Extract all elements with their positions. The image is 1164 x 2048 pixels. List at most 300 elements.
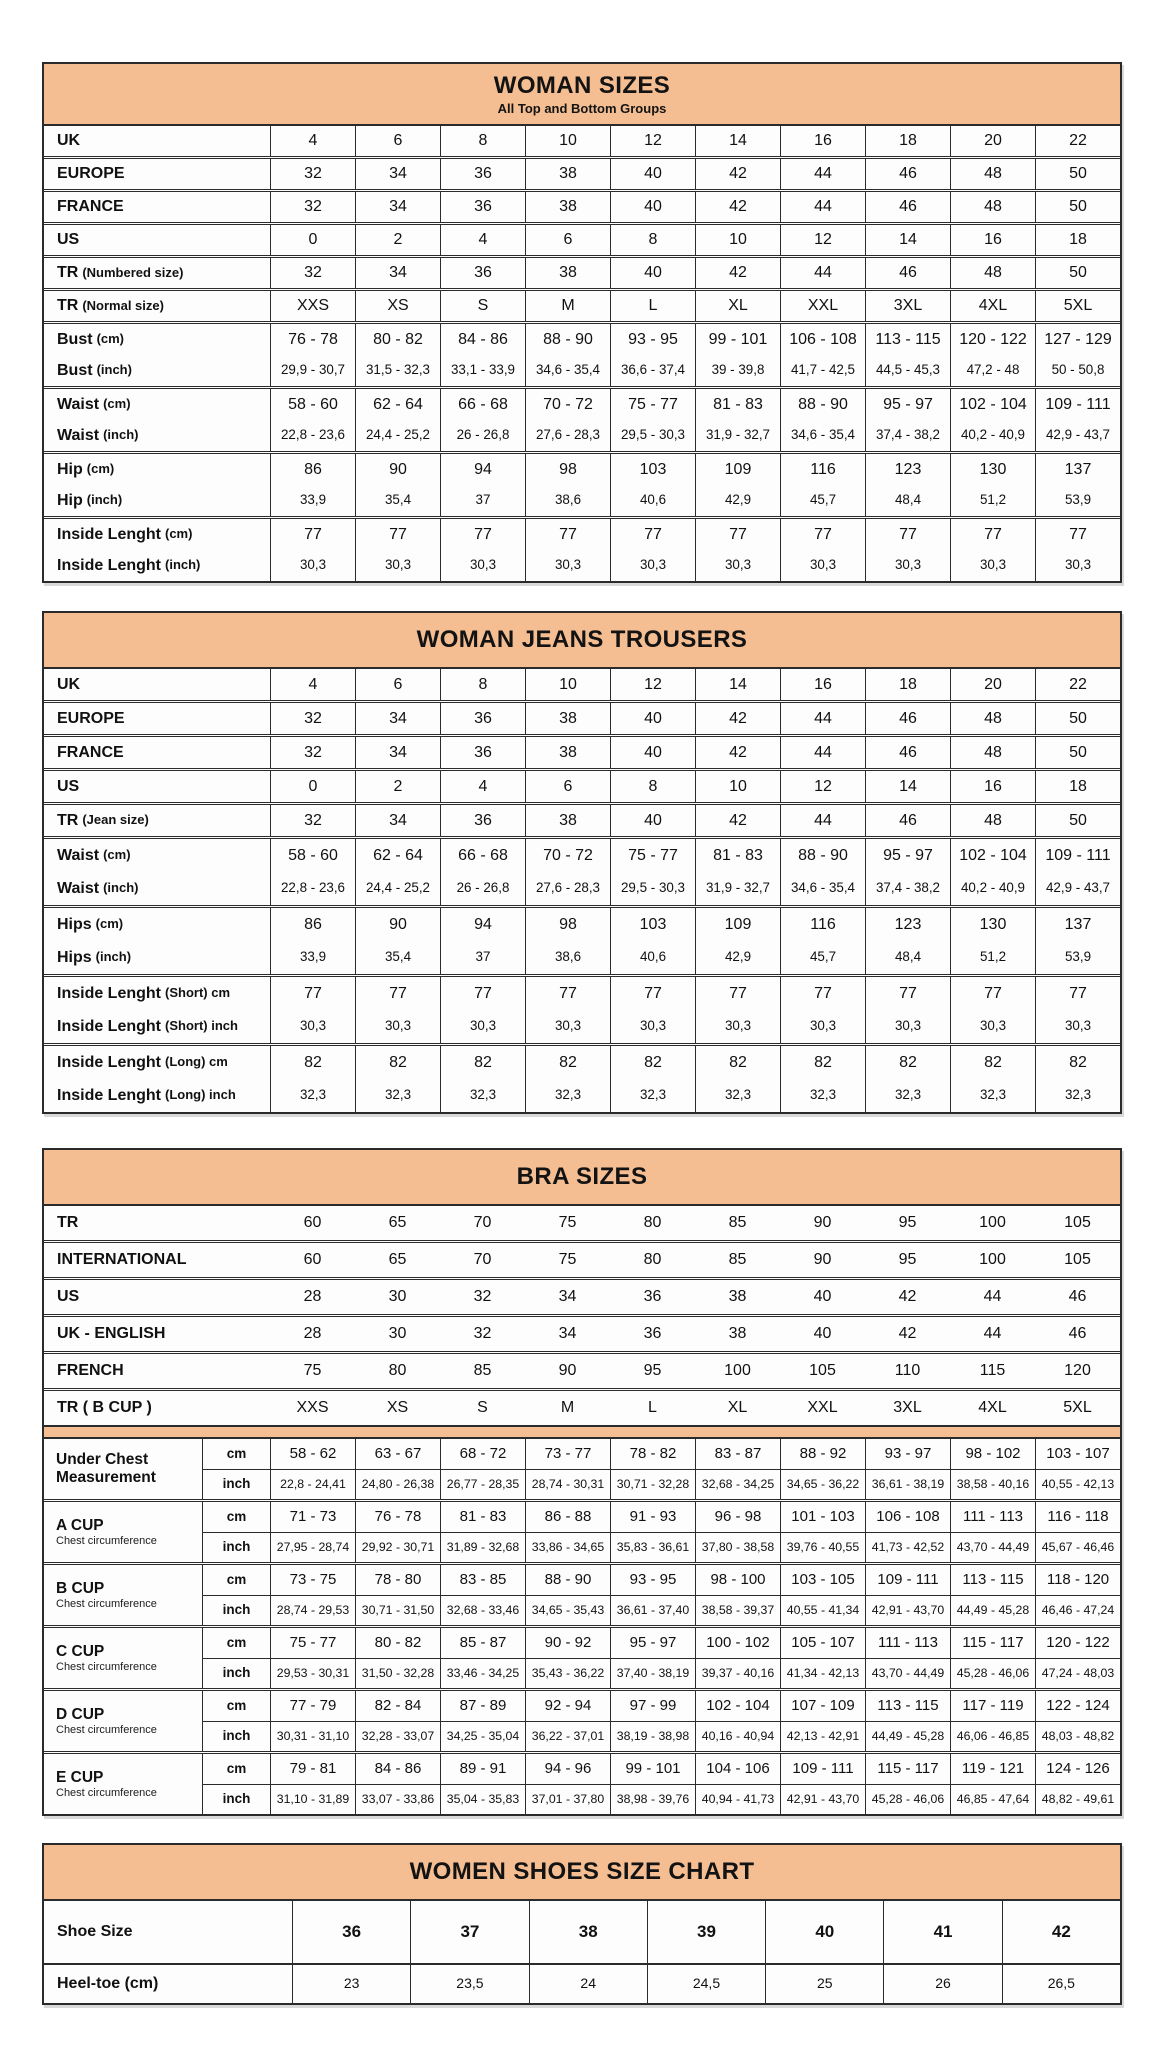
- value-cell: 38: [525, 192, 610, 222]
- value-cell: 38,58 - 40,16: [950, 1469, 1035, 1499]
- value-cell: 36: [440, 703, 525, 734]
- value-cell: 40: [813, 1325, 832, 1343]
- value-cell: 28: [303, 1288, 322, 1306]
- cup-label-main: A CUP: [56, 1516, 104, 1534]
- value-cell: 89 - 91: [440, 1754, 525, 1784]
- value-cell: 42: [898, 1325, 917, 1343]
- value-cell: 33,1 - 33,9: [440, 355, 525, 386]
- value-cell: 24,4 - 25,2: [355, 420, 440, 451]
- value-cell: 50: [1035, 737, 1120, 768]
- row-label-main: Hip: [57, 491, 83, 509]
- table-row-group: [44, 126, 1120, 156]
- value-cell: 18: [1035, 225, 1120, 255]
- value-cell: XXL: [780, 291, 865, 321]
- value-cell: 94: [440, 908, 525, 941]
- value-cell: 6: [525, 771, 610, 802]
- row-label: [44, 324, 270, 355]
- value-cell: 115 - 117: [865, 1754, 950, 1784]
- value-cell: 36,61 - 38,19: [865, 1469, 950, 1499]
- value-cell: 43,70 - 44,49: [950, 1532, 1035, 1562]
- value-cell: 48: [950, 703, 1035, 734]
- value-cell: 42,91 - 43,70: [780, 1784, 865, 1814]
- value-cell: 88 - 92: [780, 1439, 865, 1469]
- row-label-main: Hips: [57, 948, 92, 966]
- value-cell: 46: [1068, 1288, 1087, 1306]
- value-cell: 82: [525, 1046, 610, 1079]
- value-cell: 32,68 - 34,25: [695, 1469, 780, 1499]
- value-cell: 77: [440, 977, 525, 1010]
- row-label-paren: (cm): [103, 396, 131, 412]
- table-row-group: [44, 189, 1120, 222]
- value-cell: 65: [388, 1214, 407, 1232]
- value-cell: 36,61 - 37,40: [610, 1595, 695, 1625]
- row-label-main: Waist: [57, 426, 100, 444]
- value-cell: 39: [647, 1901, 765, 1963]
- row-label: [44, 805, 270, 836]
- value-cell: 10: [525, 669, 610, 700]
- value-cell: 137: [1035, 454, 1120, 485]
- cup-label-sub: Chest circumference: [56, 1724, 157, 1737]
- value-cell: 32,3: [525, 1079, 610, 1112]
- value-cell: 76 - 78: [355, 1502, 440, 1532]
- row-label: FRENCH: [57, 1362, 124, 1380]
- value-cell: 42: [695, 737, 780, 768]
- row-label: UK: [57, 675, 81, 693]
- value-cell: 2: [355, 225, 440, 255]
- value-cell: 12: [780, 771, 865, 802]
- value-cell: 104 - 106: [695, 1754, 780, 1784]
- value-cell: 50 - 50,8: [1035, 355, 1120, 386]
- table-row-group: [44, 669, 1120, 700]
- value-cell: 47,2 - 48: [950, 355, 1035, 386]
- value-cell: 96 - 98: [695, 1502, 780, 1532]
- value-cell: 30,3: [865, 1010, 950, 1043]
- value-cell: 82: [610, 1046, 695, 1079]
- value-cell: 44: [780, 703, 865, 734]
- value-cell: 14: [865, 771, 950, 802]
- value-cell: 99 - 101: [695, 324, 780, 355]
- value-cell: 35,4: [355, 485, 440, 516]
- value-cell: 22,8 - 23,6: [270, 872, 355, 905]
- cup-label: [44, 1628, 202, 1688]
- value-cell: 10: [695, 225, 780, 255]
- value-cell: 40: [610, 737, 695, 768]
- row-label-main: Bust: [57, 361, 93, 379]
- value-cell: 26,5: [1002, 1965, 1120, 2003]
- value-cell: 40: [765, 1901, 883, 1963]
- row-label: [44, 389, 270, 420]
- value-cell: 6: [525, 225, 610, 255]
- value-cell: 94: [440, 454, 525, 485]
- row-label-main: Hip: [57, 460, 83, 478]
- value-cell: 30,3: [1035, 1010, 1120, 1043]
- value-cell: 26,77 - 28,35: [440, 1469, 525, 1499]
- value-cell: 32,3: [1035, 1079, 1120, 1112]
- row-label-paren: (cm): [103, 847, 131, 863]
- value-cell: 105 - 107: [780, 1628, 865, 1658]
- row-label: EUROPE: [57, 709, 125, 727]
- value-cell: 84 - 86: [440, 324, 525, 355]
- value-cell: 4: [270, 126, 355, 156]
- value-cell: 124 - 126: [1035, 1754, 1120, 1784]
- value-cell: 42: [695, 703, 780, 734]
- value-cell: 78 - 80: [355, 1565, 440, 1595]
- value-cell: 58 - 62: [270, 1439, 355, 1469]
- row-label: US: [57, 1288, 80, 1306]
- value-cell: 51,2: [950, 485, 1035, 516]
- row-label: [44, 1010, 270, 1043]
- value-cell: 48,4: [865, 941, 950, 974]
- row-label: UK: [57, 132, 81, 150]
- row-label-main: Inside Lenght: [57, 556, 161, 574]
- bra-cup-group: [44, 1562, 1120, 1625]
- woman-jeans-body: [44, 669, 1120, 1112]
- value-cell: 36: [440, 805, 525, 836]
- cup-label: [44, 1502, 202, 1562]
- value-cell: 5XL: [1035, 291, 1120, 321]
- value-cell: 40,94 - 41,73: [695, 1784, 780, 1814]
- value-cell: 86: [270, 908, 355, 941]
- value-cell: 34,25 - 35,04: [440, 1721, 525, 1751]
- value-cell: 10: [695, 771, 780, 802]
- value-cell: 3XL: [865, 291, 950, 321]
- value-cell: S: [477, 1399, 488, 1417]
- value-cell: 41,34 - 42,13: [780, 1658, 865, 1688]
- value-cell: 12: [780, 225, 865, 255]
- value-cell: 8: [440, 669, 525, 700]
- value-cell: 30,3: [950, 1010, 1035, 1043]
- value-cell: 109: [695, 454, 780, 485]
- row-label: [44, 291, 270, 321]
- value-cell: 46: [865, 258, 950, 288]
- value-cell: 48: [950, 737, 1035, 768]
- value-cell: 87 - 89: [440, 1691, 525, 1721]
- value-cell: 95: [898, 1251, 917, 1269]
- shoes-table: [42, 1843, 1122, 2005]
- row-label-paren: (Jean size): [82, 812, 149, 828]
- value-cell: 73 - 77: [525, 1439, 610, 1469]
- cup-label: [44, 1754, 202, 1814]
- value-cell: 70 - 72: [525, 389, 610, 420]
- value-cell: 81 - 83: [695, 389, 780, 420]
- value-cell: 105: [1064, 1251, 1091, 1269]
- value-cell: 102 - 104: [950, 389, 1035, 420]
- value-cell: 0: [270, 225, 355, 255]
- value-cell: 83 - 85: [440, 1565, 525, 1595]
- row-label-paren: (Short) cm: [165, 985, 230, 1001]
- row-label: [44, 550, 270, 581]
- value-cell: 30,3: [440, 550, 525, 581]
- value-cell: 93 - 95: [610, 1565, 695, 1595]
- value-cell: 48: [950, 258, 1035, 288]
- value-cell: 44: [983, 1288, 1002, 1306]
- value-cell: 8: [440, 126, 525, 156]
- value-cell: 82: [440, 1046, 525, 1079]
- value-cell: 37,01 - 37,80: [525, 1784, 610, 1814]
- value-cell: 42,9 - 43,7: [1035, 872, 1120, 905]
- row-label-paren: (Long) inch: [165, 1087, 236, 1103]
- value-cell: M: [560, 1399, 575, 1417]
- cup-label: [44, 1439, 202, 1499]
- value-cell: 38,58 - 39,37: [695, 1595, 780, 1625]
- value-cell: 75 - 77: [610, 389, 695, 420]
- value-cell: 40,6: [610, 941, 695, 974]
- value-cell: 98 - 102: [950, 1439, 1035, 1469]
- value-cell: 40,55 - 42,13: [1035, 1469, 1120, 1499]
- value-cell: 39,76 - 40,55: [780, 1532, 865, 1562]
- cup-label-sub: Chest circumference: [56, 1661, 157, 1674]
- value-cell: 24,4 - 25,2: [355, 872, 440, 905]
- value-cell: 31,10 - 31,89: [270, 1784, 355, 1814]
- value-cell: 50: [1035, 805, 1120, 836]
- value-cell: 33,9: [270, 485, 355, 516]
- value-cell: 116 - 118: [1035, 1502, 1120, 1532]
- value-cell: 77: [355, 519, 440, 550]
- value-cell: 90: [355, 454, 440, 485]
- value-cell: 130: [950, 454, 1035, 485]
- value-cell: 85: [728, 1214, 747, 1232]
- value-cell: 40,6: [610, 485, 695, 516]
- value-cell: 75: [558, 1251, 577, 1269]
- value-cell: 80 - 82: [355, 324, 440, 355]
- row-label: TR: [57, 1214, 79, 1232]
- value-cell: 110: [894, 1362, 921, 1380]
- value-cell: 26 - 26,8: [440, 420, 525, 451]
- value-cell: 22: [1035, 126, 1120, 156]
- value-cell: 30,3: [780, 550, 865, 581]
- value-cell: 92 - 94: [525, 1691, 610, 1721]
- value-cell: 32,3: [695, 1079, 780, 1112]
- row-label: INTERNATIONAL: [57, 1251, 187, 1269]
- value-cell: 31,9 - 32,7: [695, 872, 780, 905]
- value-cell: 30,3: [270, 550, 355, 581]
- row-label: [44, 977, 270, 1010]
- cup-label-main: E CUP: [56, 1768, 104, 1786]
- value-cell: 127 - 129: [1035, 324, 1120, 355]
- value-cell: 46: [865, 159, 950, 189]
- shoes-body: [44, 1901, 1120, 2003]
- value-cell: 80: [388, 1362, 407, 1380]
- value-cell: 111 - 113: [865, 1628, 950, 1658]
- value-cell: 46,46 - 47,24: [1035, 1595, 1120, 1625]
- value-cell: 100: [724, 1362, 751, 1380]
- value-cell: 36: [643, 1325, 662, 1343]
- value-cell: 34: [355, 258, 440, 288]
- value-cell: 42,9: [695, 485, 780, 516]
- value-cell: 113 - 115: [865, 1691, 950, 1721]
- row-label: TR ( B CUP ): [57, 1399, 152, 1417]
- row-label-main: Waist: [57, 879, 100, 897]
- value-cell: 23: [292, 1965, 410, 2003]
- value-cell: 50: [1035, 258, 1120, 288]
- value-cell: 20: [950, 669, 1035, 700]
- value-cell: 27,6 - 28,3: [525, 872, 610, 905]
- value-cell: 46,85 - 47,64: [950, 1784, 1035, 1814]
- value-cell: 29,92 - 30,71: [355, 1532, 440, 1562]
- value-cell: 28: [303, 1325, 322, 1343]
- cup-label-main: Under Chest Measurement: [56, 1451, 156, 1486]
- table-row-group: [44, 905, 1120, 974]
- value-cell: 77: [780, 519, 865, 550]
- value-cell: 37,40 - 38,19: [610, 1658, 695, 1688]
- value-cell: 33,9: [270, 941, 355, 974]
- woman-sizes-header: [44, 64, 1120, 126]
- value-cell: 34,6 - 35,4: [780, 420, 865, 451]
- value-cell: 36: [440, 192, 525, 222]
- value-cell: XXS: [270, 291, 355, 321]
- row-label: [44, 258, 270, 288]
- value-cell: L: [648, 1399, 657, 1417]
- row-label: US: [57, 777, 80, 795]
- value-cell: 28,74 - 29,53: [270, 1595, 355, 1625]
- row-label-paren: (inch): [165, 557, 201, 573]
- table-row-group: [44, 1043, 1120, 1112]
- table-row-group: [44, 734, 1120, 768]
- value-cell: 38,6: [525, 485, 610, 516]
- cup-label-main: C CUP: [56, 1642, 105, 1660]
- value-cell: 95: [898, 1214, 917, 1232]
- value-cell: 75 - 77: [610, 839, 695, 872]
- value-cell: 32: [270, 159, 355, 189]
- cup-label-sub: Chest circumference: [56, 1787, 157, 1800]
- value-cell: 34,65 - 35,43: [525, 1595, 610, 1625]
- value-cell: 38: [525, 805, 610, 836]
- value-cell: 38,19 - 38,98: [610, 1721, 695, 1751]
- value-cell: 77: [865, 519, 950, 550]
- value-cell: 36: [440, 258, 525, 288]
- row-label: Heel-toe (cm): [57, 1975, 159, 1993]
- value-cell: 4XL: [978, 1399, 1007, 1417]
- row-label-paren: (inch): [86, 492, 123, 508]
- table-row-group: [44, 255, 1120, 288]
- value-cell: 33,07 - 33,86: [355, 1784, 440, 1814]
- row-label-main: Bust: [57, 330, 93, 348]
- value-cell: 82: [695, 1046, 780, 1079]
- value-cell: 109 - 111: [865, 1565, 950, 1595]
- unit-label-cm: cm: [202, 1439, 270, 1469]
- value-cell: 70: [473, 1214, 492, 1232]
- value-cell: 35,83 - 36,61: [610, 1532, 695, 1562]
- row-label: Shoe Size: [57, 1923, 133, 1941]
- value-cell: 34,6 - 35,4: [525, 355, 610, 386]
- value-cell: 31,89 - 32,68: [440, 1532, 525, 1562]
- value-cell: 31,9 - 32,7: [695, 420, 780, 451]
- value-cell: 33,86 - 34,65: [525, 1532, 610, 1562]
- value-cell: 32: [473, 1325, 492, 1343]
- value-cell: 46: [865, 805, 950, 836]
- value-cell: 119 - 121: [950, 1754, 1035, 1784]
- value-cell: 38: [525, 258, 610, 288]
- bra-cup-group: [44, 1499, 1120, 1562]
- row-label-paren: (inch): [95, 949, 132, 965]
- cup-label: [44, 1565, 202, 1625]
- value-cell: 75 - 77: [270, 1628, 355, 1658]
- value-cell: 38,6: [525, 941, 610, 974]
- value-cell: 37: [440, 941, 525, 974]
- value-cell: 32,3: [270, 1079, 355, 1112]
- value-cell: 12: [610, 669, 695, 700]
- value-cell: 48: [950, 159, 1035, 189]
- value-cell: 35,4: [355, 941, 440, 974]
- value-cell: 115 - 117: [950, 1628, 1035, 1658]
- value-cell: 36: [292, 1901, 410, 1963]
- table-row-group: [44, 768, 1120, 802]
- row-label: [44, 908, 270, 941]
- value-cell: 40: [813, 1288, 832, 1306]
- value-cell: 70: [473, 1251, 492, 1269]
- value-cell: 36: [440, 159, 525, 189]
- value-cell: 14: [695, 126, 780, 156]
- value-cell: 34: [355, 805, 440, 836]
- value-cell: 32: [270, 703, 355, 734]
- value-cell: 37,4 - 38,2: [865, 872, 950, 905]
- table-row-group: [44, 156, 1120, 189]
- value-cell: 16: [780, 669, 865, 700]
- shoe-row: [44, 1901, 1120, 1963]
- value-cell: 0: [270, 771, 355, 802]
- value-cell: 34: [558, 1288, 577, 1306]
- value-cell: 45,28 - 46,06: [865, 1784, 950, 1814]
- value-cell: 82: [355, 1046, 440, 1079]
- row-label-paren: (Normal size): [82, 297, 164, 313]
- value-cell: 41,7 - 42,5: [780, 355, 865, 386]
- value-cell: 36: [643, 1288, 662, 1306]
- value-cell: 53,9: [1035, 941, 1120, 974]
- value-cell: 42: [695, 192, 780, 222]
- value-cell: 60: [303, 1251, 322, 1269]
- bra-section-divider: [44, 1425, 1120, 1439]
- value-cell: 22: [1035, 669, 1120, 700]
- value-cell: 40,2 - 40,9: [950, 420, 1035, 451]
- value-cell: 32,3: [355, 1079, 440, 1112]
- value-cell: 90 - 92: [525, 1628, 610, 1658]
- value-cell: 98 - 100: [695, 1565, 780, 1595]
- value-cell: 12: [610, 126, 695, 156]
- row-label: [44, 454, 270, 485]
- unit-label-inch: inch: [202, 1721, 270, 1751]
- value-cell: 118 - 120: [1035, 1565, 1120, 1595]
- value-cell: L: [610, 291, 695, 321]
- value-cell: 51,2: [950, 941, 1035, 974]
- value-cell: 88 - 90: [525, 1565, 610, 1595]
- value-cell: 85 - 87: [440, 1628, 525, 1658]
- value-cell: 5XL: [1063, 1399, 1092, 1417]
- bra-conversion-body: [44, 1206, 1120, 1425]
- value-cell: 48,4: [865, 485, 950, 516]
- value-cell: 103: [610, 908, 695, 941]
- value-cell: 60: [303, 1214, 322, 1232]
- value-cell: 14: [865, 225, 950, 255]
- value-cell: 45,67 - 46,46: [1035, 1532, 1120, 1562]
- value-cell: 30,3: [865, 550, 950, 581]
- value-cell: 25: [765, 1965, 883, 2003]
- value-cell: 38: [529, 1901, 647, 1963]
- value-cell: 14: [695, 669, 780, 700]
- value-cell: 34: [355, 159, 440, 189]
- value-cell: 6: [355, 126, 440, 156]
- value-cell: 31,50 - 32,28: [355, 1658, 440, 1688]
- value-cell: 48,82 - 49,61: [1035, 1784, 1120, 1814]
- value-cell: 115: [979, 1362, 1006, 1380]
- value-cell: 36,22 - 37,01: [525, 1721, 610, 1751]
- value-cell: 109: [695, 908, 780, 941]
- table-subtitle: All Top and Bottom Groups: [497, 101, 667, 116]
- value-cell: 33,46 - 34,25: [440, 1658, 525, 1688]
- value-cell: 77: [525, 977, 610, 1010]
- value-cell: 40,2 - 40,9: [950, 872, 1035, 905]
- shoes-header: [44, 1845, 1120, 1901]
- value-cell: 83 - 87: [695, 1439, 780, 1469]
